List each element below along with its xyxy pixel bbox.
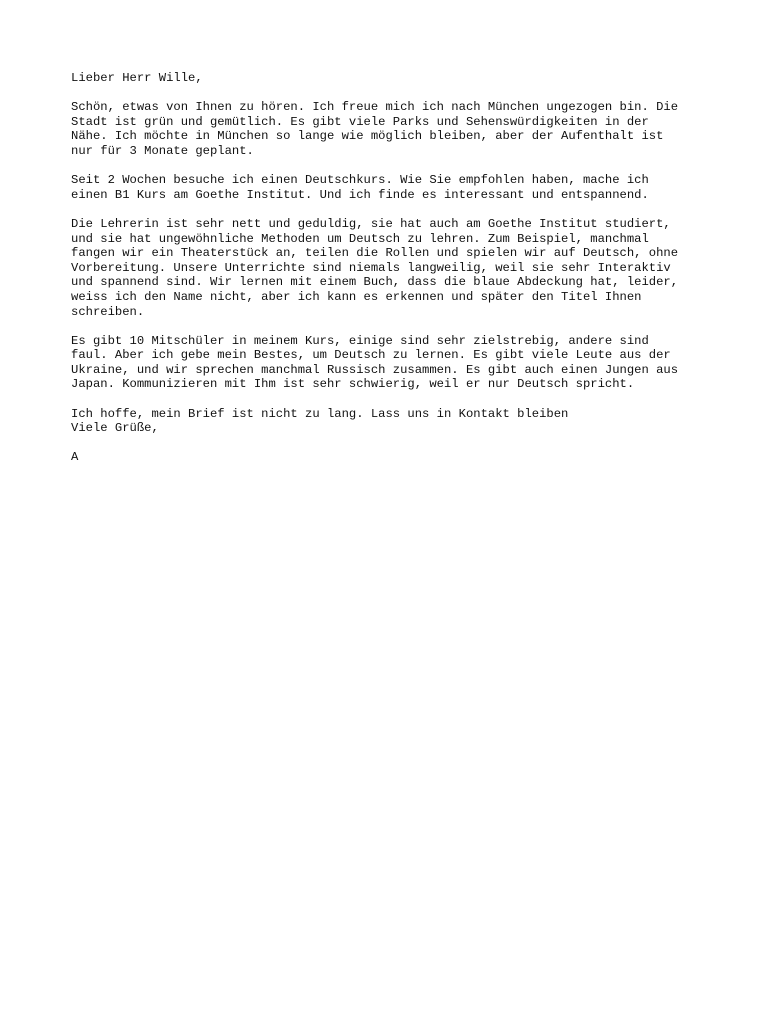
paragraph-line: Vorbereitung. Unsere Unterrichte sind niemals langweilig, weil sie sehr Interaktiv — [71, 260, 671, 275]
paragraph-teacher — [71, 217, 711, 319]
paragraph-line: und spannend sind. Wir lernen mit einem Buch, dass die blaue Abdeckung hat, leider, — [71, 275, 679, 290]
paragraph-line: Nähe. Ich möchte in München so lange wie möglich bleiben, aber der Aufenthalt ist — [71, 129, 664, 144]
paragraph-line: Seit 2 Wochen besuche ich einen Deutschkurs. Wie Sie empfohlen haben, mache ich — [71, 173, 649, 188]
paragraph-classmates — [71, 334, 711, 392]
closing-line: Ich hoffe, mein Brief ist nicht zu lang. Lass uns in Kontakt bleiben — [71, 406, 569, 421]
paragraph-spacer — [71, 159, 711, 174]
paragraph-line: Es gibt 10 Mitschüler in meinem Kurs, einige sind sehr zielstrebig, andere sind — [71, 333, 649, 348]
paragraph-spacer — [71, 202, 711, 217]
paragraph-line: Stadt ist grün und gemütlich. Es gibt viele Parks und Sehenswürdigkeiten in der — [71, 114, 649, 129]
paragraph-line: weiss ich den Name nicht, aber ich kann es erkennen und später den Titel Ihnen — [71, 289, 642, 304]
salutation: Lieber Herr Wille, — [71, 71, 203, 85]
closing — [71, 407, 711, 436]
paragraph-line: und sie hat ungewöhnliche Methoden um Deutsch zu lehren. Zum Beispiel, manchmal — [71, 231, 649, 246]
paragraph-line: faul. Aber ich gebe mein Bestes, um Deutsch zu lernen. Es gibt viele Leute aus der — [71, 348, 671, 363]
paragraph-spacer — [71, 86, 711, 101]
paragraph-line: Japan. Kommunizieren mit Ihm ist sehr schwierig, weil er nur Deutsch spricht. — [71, 377, 635, 392]
paragraph-spacer — [71, 319, 711, 334]
paragraph-spacer — [71, 392, 711, 407]
paragraph-intro — [71, 100, 711, 158]
closing-line: Viele Grüße, — [71, 421, 159, 436]
letter-page — [71, 71, 711, 465]
paragraph-line: einen B1 Kurs am Goethe Institut. Und ich finde es interessant und entspannend. — [71, 187, 649, 202]
paragraph-line: schreiben. — [71, 304, 145, 319]
paragraph-line: Ukraine, und wir sprechen manchmal Russisch zusammen. Es gibt auch einen Jungen aus — [71, 362, 679, 377]
paragraph-line: Schön, etwas von Ihnen zu hören. Ich freue mich ich nach München ungezogen bin. Die — [71, 100, 679, 115]
signature: A — [71, 450, 79, 465]
paragraph-line: fangen wir ein Theaterstück an, teilen die Rollen und spielen wir auf Deutsch, ohne — [71, 246, 679, 261]
paragraph-line: Die Lehrerin ist sehr nett und geduldig, sie hat auch am Goethe Institut studiert, — [71, 216, 671, 231]
paragraph-course — [71, 173, 711, 202]
paragraph-spacer — [71, 436, 711, 451]
paragraph-line: nur für 3 Monate geplant. — [71, 143, 254, 158]
